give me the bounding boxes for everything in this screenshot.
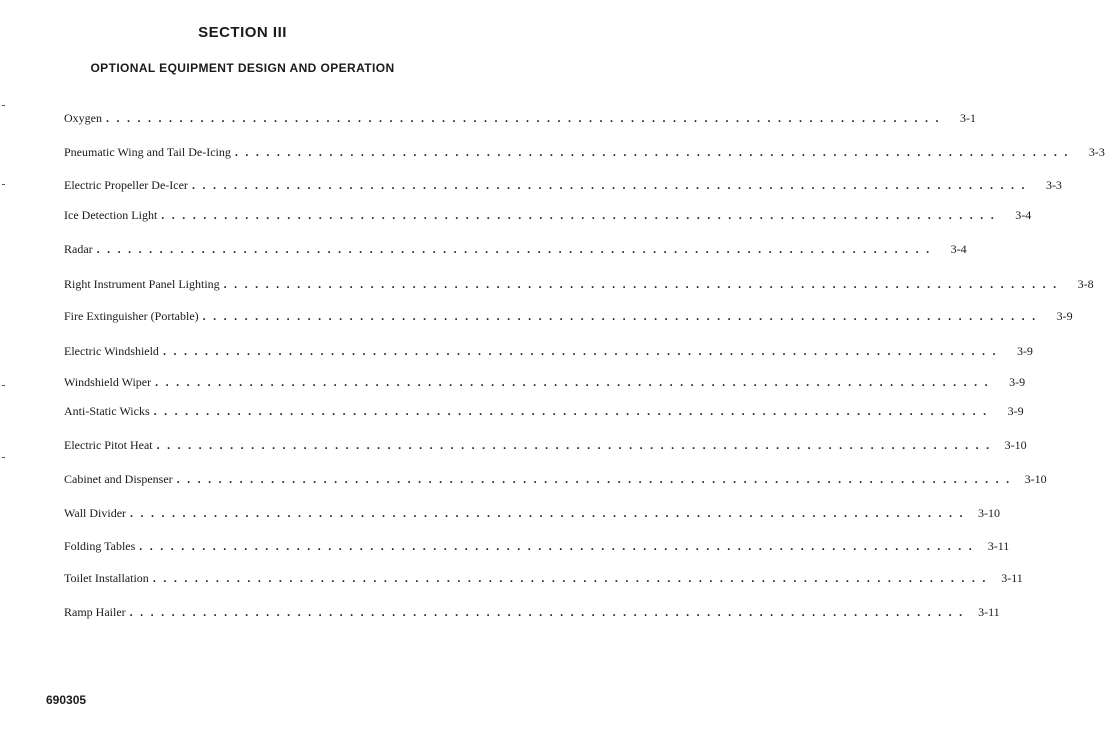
toc-entry-anti-static-wicks[interactable] — [64, 404, 1024, 420]
toc-entry-label: Pneumatic Wing and Tail De-Icing — [64, 145, 231, 159]
toc-entry-label: Electric Propeller De-Icer — [64, 178, 188, 192]
dot-leader: ................................................................................ — [223, 277, 1064, 291]
toc-entry-right-instrument-panel-lighting[interactable] — [64, 277, 1094, 293]
toc-entry-wall-divider[interactable] — [64, 506, 1001, 522]
toc-entry-label: Electric Pitot Heat — [64, 438, 153, 452]
margin-tick — [2, 184, 5, 185]
toc-entry-label: Wall Divider — [64, 506, 127, 520]
toc-entry-label: Toilet Installation — [64, 571, 149, 585]
dot-leader: ................................................................................ — [202, 309, 1043, 323]
toc-entry-label: Windshield Wiper — [64, 375, 152, 389]
toc-entry-label: Radar — [64, 242, 93, 256]
toc-entry-oxygen[interactable] — [64, 111, 976, 127]
toc-entry-label: Anti-Static Wicks — [64, 404, 150, 418]
toc-entry-label: Right Instrument Panel Lighting — [64, 277, 220, 291]
section-subtitle: OPTIONAL EQUIPMENT DESIGN AND OPERATION — [90, 61, 395, 75]
toc-entry-page: 3-9 — [1056, 309, 1073, 323]
dot-leader: ................................................................................ — [155, 375, 996, 389]
toc-entry-page: 3-10 — [978, 506, 1001, 520]
toc-entry-page: 3-3 — [1088, 145, 1105, 159]
dot-leader: ................................................................................ — [139, 539, 980, 553]
dot-leader: ................................................................................ — [129, 605, 970, 619]
margin-tick — [2, 457, 5, 458]
dot-leader: ................................................................................ — [162, 344, 1003, 358]
dot-leader: ................................................................................ — [152, 571, 993, 585]
dot-leader: ................................................................................ — [156, 438, 997, 452]
document-number: 690305 — [46, 693, 87, 707]
dot-leader: ................................................................................ — [153, 404, 994, 418]
dot-leader: ................................................................................ — [96, 242, 937, 256]
section-title: SECTION III — [198, 24, 287, 41]
toc-entry-label: Folding Tables — [64, 539, 136, 553]
toc-entry-page: 3-8 — [1077, 277, 1094, 291]
toc-entry-page: 3-9 — [1009, 375, 1026, 389]
margin-tick — [2, 385, 5, 386]
toc-entry-page: 3-10 — [1004, 438, 1027, 452]
toc-entry-folding-tables[interactable] — [64, 539, 1010, 555]
toc-entry-label: Ramp Hailer — [64, 605, 126, 619]
toc-entry-page: 3-1 — [960, 111, 976, 125]
toc-entry-fire-extinguisher[interactable] — [64, 309, 1073, 325]
dot-leader: ................................................................................ — [130, 506, 971, 520]
toc-entry-page: 3-3 — [1045, 178, 1062, 192]
dot-leader: ................................................................................ — [106, 111, 946, 125]
dot-leader: ................................................................................ — [234, 145, 1075, 159]
toc-entry-label: Oxygen — [64, 111, 102, 125]
toc-entry-page: 3-4 — [1015, 208, 1032, 222]
toc-entry-windshield-wiper[interactable] — [64, 375, 1026, 391]
toc-entry-radar[interactable] — [64, 242, 967, 258]
toc-entry-cabinet-and-dispenser[interactable] — [64, 472, 1047, 488]
toc-entry-page: 3-9 — [1016, 344, 1033, 358]
toc-entry-label: Fire Extinguisher (Portable) — [64, 309, 199, 323]
margin-tick — [2, 105, 5, 106]
dot-leader: ................................................................................ — [191, 178, 1032, 192]
toc-entry-ramp-hailer[interactable] — [64, 605, 1000, 621]
toc-entry-page: 3-11 — [1001, 571, 1023, 585]
toc-entry-page: 3-11 — [987, 539, 1010, 553]
toc-entry-ice-detection-light[interactable] — [64, 208, 1032, 224]
toc-entry-label: Ice Detection Light — [64, 208, 158, 222]
toc-entry-label: Cabinet and Dispenser — [64, 472, 173, 486]
dot-leader: ................................................................................ — [161, 208, 1002, 222]
toc-entry-electric-propeller-de-icer[interactable] — [64, 178, 1062, 194]
toc-entry-toilet-installation[interactable] — [64, 571, 1023, 587]
toc-entry-page: 3-9 — [1007, 404, 1024, 418]
toc-entry-page: 3-10 — [1024, 472, 1047, 486]
toc-entry-electric-windshield[interactable] — [64, 344, 1033, 360]
toc-entry-page: 3-11 — [978, 605, 1000, 619]
toc-entry-electric-pitot-heat[interactable] — [64, 438, 1027, 454]
toc-entry-page: 3-4 — [950, 242, 967, 256]
toc-entry-pneumatic-wing-and-tail-de-icing[interactable] — [64, 145, 1105, 161]
toc-entry-label: Electric Windshield — [64, 344, 159, 358]
dot-leader: ................................................................................ — [176, 472, 1017, 486]
